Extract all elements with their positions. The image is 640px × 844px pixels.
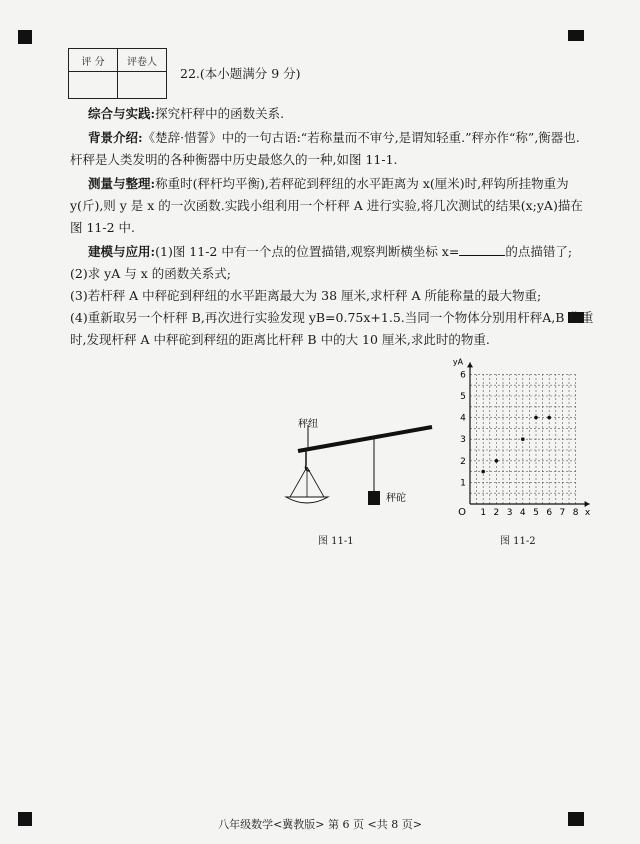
y-tick-label: 4	[460, 413, 466, 424]
x-tick-label: 8	[572, 508, 579, 518]
q3-text: (3)若杆秤 A 中秤砣到秤纽的水平距离最大为 38 厘米,求杆秤 A 所能称量的最大物重;	[70, 288, 542, 303]
x-tick-label: 3	[506, 508, 513, 518]
theme-label: 综合与实践:	[88, 106, 156, 121]
steelyard-figure	[280, 405, 440, 525]
y-axis-label: yA	[452, 357, 464, 367]
measure-text-2: y(斤),则 y 是 x 的一次函数.实践小组利用一个杆秤 A 进行实验,将几次测试的结果(x;yA)描在	[70, 198, 583, 213]
data-point	[521, 437, 525, 441]
figure1-caption: 图 11-1	[318, 536, 354, 547]
data-point	[534, 416, 538, 420]
score-cell[interactable]	[69, 72, 118, 99]
x-tick-label: 2	[493, 508, 500, 518]
score-table	[68, 48, 167, 99]
q2-text: (2)求 yA 与 x 的函数关系式;	[70, 266, 231, 281]
y-tick-label: 2	[460, 456, 466, 467]
steelyard-beam	[298, 427, 432, 451]
q1-after: 的点描错了;	[505, 244, 573, 259]
y-tick-label: 1	[460, 478, 466, 489]
weight-label: 秤砣	[386, 493, 406, 504]
measure-line-1	[88, 176, 569, 192]
theme-text: 探究杆秤中的函数关系.	[155, 106, 285, 121]
background-text-1: 《楚辞·惜誓》中的一句古语:“若称量而不审兮,是谓知轻重.”秤亦作“称”,衡器也.	[142, 130, 580, 145]
y-tick-label: 5	[460, 392, 466, 402]
question-header: 22.(本小题满分 9 分)	[180, 66, 301, 81]
background-label: 背景介绍:	[88, 130, 143, 145]
y-tick-label: 3	[460, 435, 466, 446]
x-axis-label: x	[584, 508, 591, 518]
score-label: 评 分	[69, 49, 118, 72]
x-tick-label: 6	[546, 508, 553, 518]
model-label: 建模与应用:	[88, 244, 156, 259]
x-tick-label: 5	[533, 508, 539, 518]
x-tick-label: 7	[559, 508, 566, 518]
background-line-1	[88, 130, 580, 146]
data-point	[481, 470, 485, 474]
x-tick-label: 4	[519, 508, 526, 518]
knob-label: 秤纽	[298, 419, 318, 430]
grader-cell[interactable]	[118, 72, 167, 99]
measure-text-1: 称重时(秤杆均平衡),若秤砣到秤纽的水平距离为 x(厘米)时,秤钩所挂物重为	[155, 176, 569, 191]
y-tick-label: 6	[460, 370, 466, 381]
measure-label: 测量与整理:	[88, 176, 156, 191]
measure-text-3: 图 11-2 中.	[70, 220, 136, 235]
data-point	[547, 416, 551, 420]
q4-text-1: (4)重新取另一个杆秤 B,再次进行实验发现 yB=0.75x+1.5.当同一个物体分别用杆秤A,B 称重	[70, 310, 594, 325]
grader-label: 评卷人	[118, 49, 167, 72]
pan	[286, 497, 328, 503]
data-point	[495, 459, 499, 463]
theme-line	[88, 106, 284, 122]
coordinate-chart	[444, 342, 594, 524]
y-axis-arrow	[467, 362, 473, 367]
q4-text-2: 时,发现杆秤 A 中秤砣到秤纽的距离比杆秤 B 中的大 10 厘米,求此时的物重.	[70, 332, 490, 347]
figure2-caption: 图 11-2	[500, 536, 536, 547]
registration-mark	[18, 30, 32, 44]
answer-blank[interactable]	[459, 245, 505, 256]
weight	[368, 491, 380, 505]
background-text-2: 杆秤是人类发明的各种衡器中历史最悠久的一种,如图 11-1.	[70, 152, 398, 167]
x-tick-label: 1	[480, 508, 487, 518]
origin-label: O	[458, 507, 466, 518]
model-line-1	[88, 244, 572, 260]
registration-mark	[568, 30, 584, 41]
x-axis-arrow	[585, 501, 590, 507]
q1-text: (1)图 11-2 中有一个点的位置描错,观察判断横坐标 x=	[155, 244, 460, 259]
page-footer: 八年级数学<冀教版> 第 6 页 <共 8 页>	[218, 818, 422, 831]
